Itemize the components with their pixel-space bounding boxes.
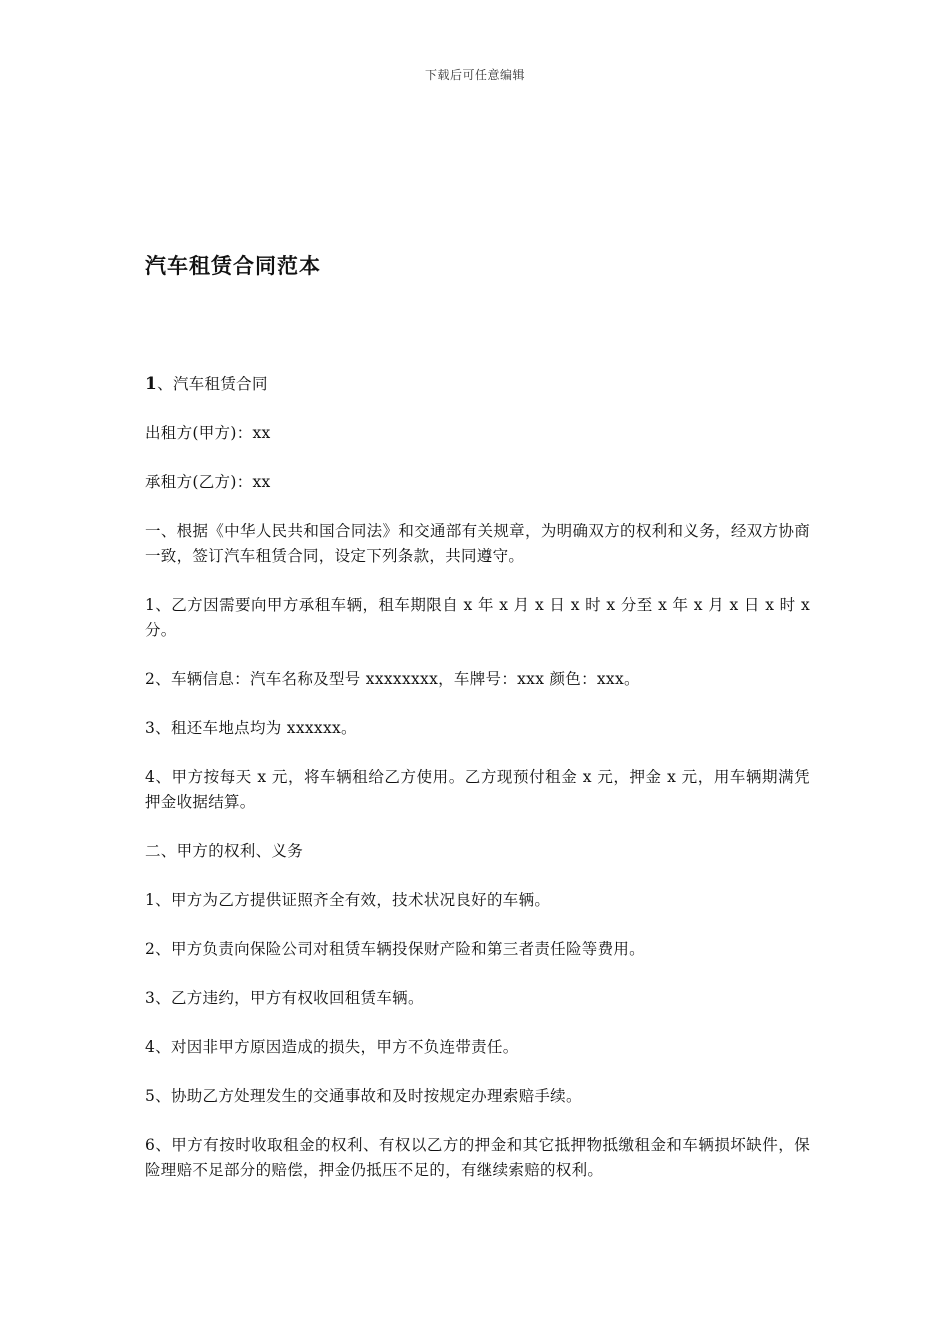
clause-2-5: 5、协助乙方处理发生的交通事故和及时按规定办理索赔手续。 — [145, 1087, 582, 1105]
section-heading — [145, 372, 810, 397]
clause-1-2: 2、车辆信息：汽车名称及型号 xxxxxxxx，车牌号：xxx 颜色：xxx。 — [145, 670, 640, 688]
clause-2-2: 2、甲方负责向保险公司对租赁车辆投保财产险和第三者责任险等费用。 — [145, 940, 645, 958]
header-note: 下载后可任意编辑 — [424, 68, 525, 82]
document-body — [145, 372, 810, 1207]
section-number: 1 — [145, 374, 158, 394]
clause-2-1: 1、甲方为乙方提供证照齐全有效，技术状况良好的车辆。 — [145, 891, 551, 909]
clause-2-4: 4、对因非甲方原因造成的损失，甲方不负连带责任。 — [145, 1038, 519, 1056]
lessor-line: 出租方(甲方)：xx — [145, 424, 271, 442]
clause-2-6: 6、甲方有按时收取租金的权利、有权以乙方的押金和其它抵押物抵缴租金和车辆损坏缺件，保险理赔不足部分的赔偿，押金仍抵压不足的，有继续索赔的权利。 — [145, 1136, 810, 1179]
clause-2-3: 3、乙方违约，甲方有权收回租赁车辆。 — [145, 989, 424, 1007]
clause-1-3: 3、租还车地点均为 xxxxxx。 — [145, 719, 357, 737]
clause-1-1: 1、乙方因需要向甲方承租车辆，租车期限自 x 年 x 月 x 日 x 时 x 分至 x 年 x 月 x 日 x 时 x 分。 — [145, 596, 810, 639]
clause-one-intro: 一、根据《中华人民共和国合同法》和交通部有关规章，为明确双方的权利和义务，经双方协商一致，签订汽车租赁合同，设定下列条款，共同遵守。 — [145, 522, 810, 565]
section-heading-text: 、汽车租赁合同 — [157, 375, 268, 393]
clause-1-4: 4、甲方按每天 x 元，将车辆租给乙方使用。乙方现预付租金 x 元，押金 x 元，用车辆期满凭押金收据结算。 — [145, 768, 810, 811]
document-title: 汽车租赁合同范本 — [145, 253, 321, 278]
clause-two-heading: 二、甲方的权利、义务 — [145, 842, 304, 860]
lessee-line: 承租方(乙方)：xx — [145, 473, 271, 491]
